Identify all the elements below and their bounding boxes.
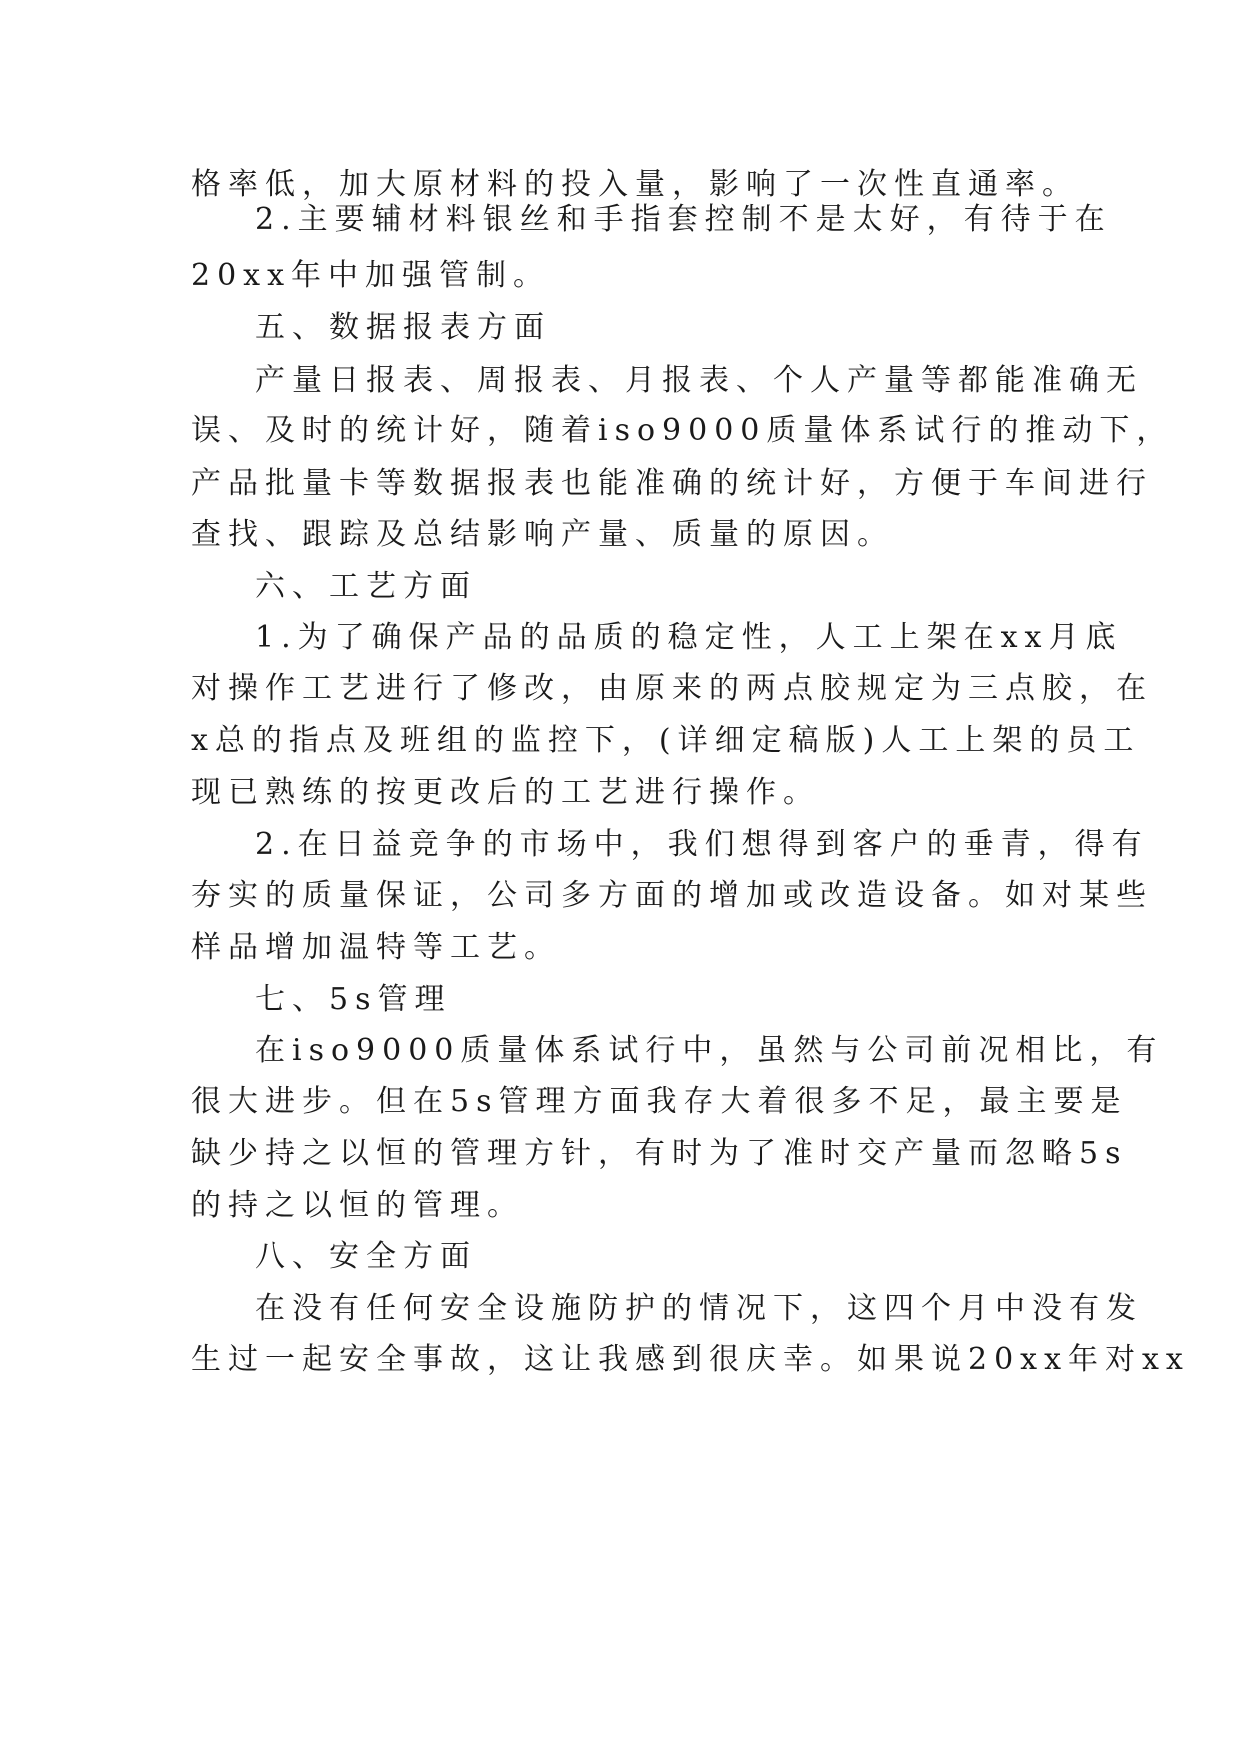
text-line: 很大进步。但在5s管理方面我存大着很多不足，最主要是 xyxy=(191,1084,1128,1119)
text-line: 生过一起安全事故，这让我感到很庆幸。如果说20xx年对xx xyxy=(191,1342,1190,1377)
text-line: 产量日报表、周报表、月报表、个人产量等都能准确无 xyxy=(255,363,1143,398)
text-line: 夯实的质量保证，公司多方面的增加或改造设备。如对某些 xyxy=(191,878,1153,913)
text-line: 产品批量卡等数据报表也能准确的统计好，方便于车间进行 xyxy=(191,466,1153,501)
text-line: 在没有任何安全设施防护的情况下，这四个月中没有发 xyxy=(255,1291,1143,1326)
text-line: 2.主要辅材料银丝和手指套控制不是太好，有待于在 xyxy=(255,202,1112,237)
text-line: 缺少持之以恒的管理方针，有时为了准时交产量而忽略5s xyxy=(191,1136,1128,1171)
section-heading: 八、安全方面 xyxy=(255,1239,477,1274)
section-heading: 七、5s管理 xyxy=(255,982,452,1017)
text-line: 查找、跟踪及总结影响产量、质量的原因。 xyxy=(191,517,894,552)
text-line: 现已熟练的按更改后的工艺进行操作。 xyxy=(191,775,820,810)
text-line: 样品增加温特等工艺。 xyxy=(191,930,561,965)
text-line: 对操作工艺进行了修改，由原来的两点胶规定为三点胶，在 xyxy=(191,671,1153,706)
text-line: 20xx年中加强管制。 xyxy=(191,258,551,293)
section-heading: 六、工艺方面 xyxy=(255,569,477,604)
text-line: 1.为了确保产品的品质的稳定性，人工上架在xx月底 xyxy=(255,620,1123,655)
text-line: 格率低，加大原材料的投入量，影响了一次性直通率。 xyxy=(191,167,1079,202)
text-line: 的持之以恒的管理。 xyxy=(191,1188,524,1223)
text-line: x总的指点及班组的监控下，(详细定稿版)人工上架的员工 xyxy=(191,723,1141,758)
text-line: 在iso9000质量体系试行中，虽然与公司前况相比，有 xyxy=(255,1033,1164,1068)
text-line: 2.在日益竞争的市场中，我们想得到客户的垂青，得有 xyxy=(255,827,1149,862)
section-heading: 五、数据报表方面 xyxy=(255,310,551,345)
text-line: 误、及时的统计好，随着iso9000质量体系试行的推动下， xyxy=(191,413,1174,448)
